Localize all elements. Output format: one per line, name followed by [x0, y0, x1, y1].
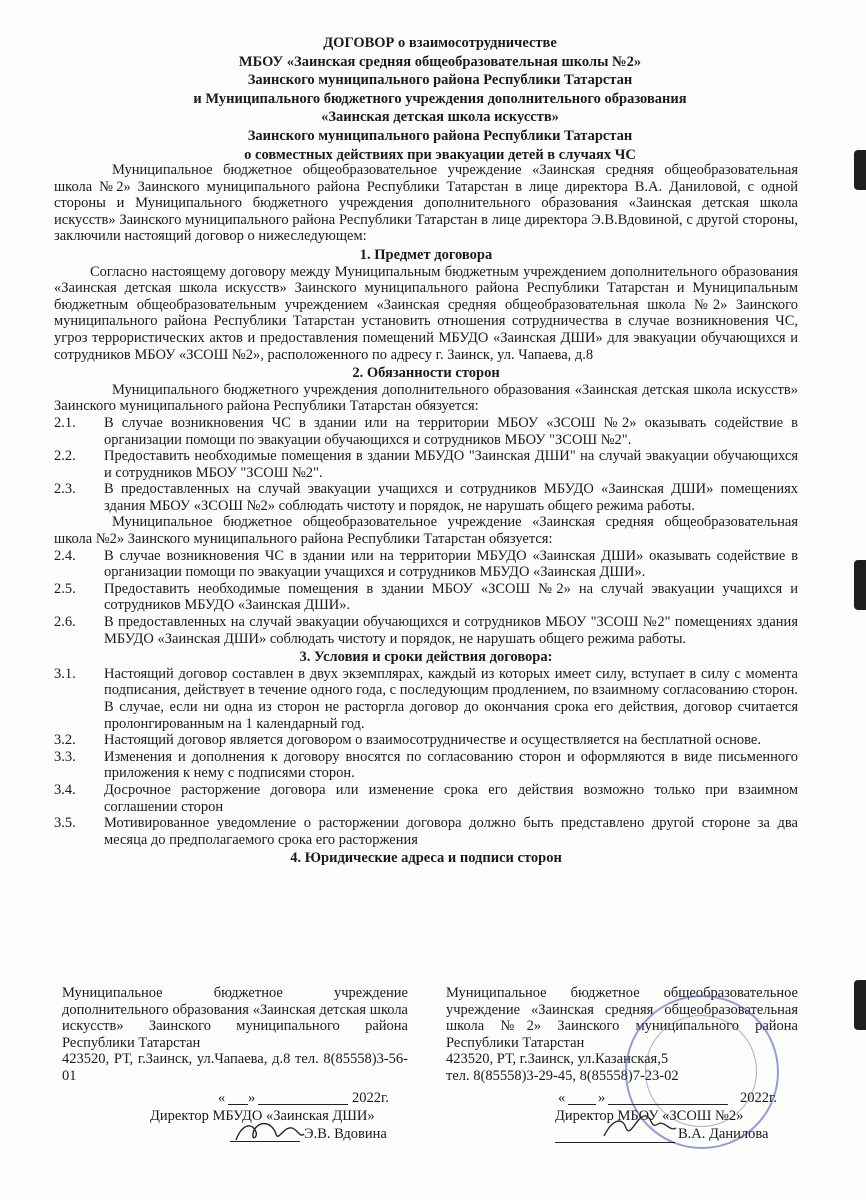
- document-body: [54, 162, 798, 867]
- right-date-open: «: [558, 1090, 566, 1106]
- clause-number: 3.2.: [54, 732, 76, 749]
- clause-text: Изменения и дополнения к договору вносятся по согласованию сторон и оформляются в виде письменного приложения к нему с подписями сторон.: [104, 748, 798, 782]
- party-right-org: Муниципальное бюджетное общеобразовательное учреждение «Заинская средняя общеобразовательная школа №2» Заинского муниципального района Республики Татарстан: [446, 985, 798, 1051]
- clause-number: 3.1.: [54, 665, 76, 682]
- right-handwritten-signature: [600, 1110, 680, 1144]
- clause-item: [54, 782, 798, 815]
- title-line: и Муниципального бюджетного учреждения дополнительного образования: [193, 90, 687, 107]
- party-left-org: Муниципальное бюджетное учреждение дополнительного образования «Заинская детская школа искусств» Заинского муниципального района Республики Татарстан: [62, 985, 408, 1051]
- clause-item: [54, 815, 798, 848]
- clause-item: [54, 548, 798, 581]
- clause-text: В предоставленных на случай эвакуации обучающихся и сотрудников МБОУ "ЗСОШ №2" помещениях здания МБУДО «Заинская ДШИ» соблюдать чистоту и порядок, не нарушать общего режима работы.: [104, 614, 798, 647]
- clause-text: Предоставить необходимые помещения в здании МБОУ «ЗСОШ №2» на случай эвакуации учащихся и сотрудников МБУДО «Заинская ДШИ».: [104, 580, 798, 614]
- section-1-text: Согласно настоящему договору между Муниципальным бюджетным учреждением дополнительного образования «Заинская детская школа искусств» Заинского муниципального района Республики Татарстан и Муниципальным бюджетным общеобразовательным учреждением «Заинская средняя общеобразовательная школа №2» Заинского муниципального района Республики Татарстан установить отношения сотрудничества в случае возникновения ЧС, угроз террористических актов и предоставления помещений МБУДО «Заинская ДШИ» для эвакуации обучающихся и сотрудников МБОУ «ЗСОШ №2», расположенного по адресу г. Заинск, ул. Чапаева, д.8: [54, 263, 798, 363]
- clause-text: В случае возникновения ЧС в здании или на территории МБОУ «ЗСОШ №2» оказывать содействие в организации помощи по эвакуации обучающихся и сотрудников МБОУ "ЗСОШ №2".: [104, 414, 798, 448]
- clause-number: 2.6.: [54, 614, 76, 631]
- section-3-heading: 3. Условия и сроки действия договора:: [299, 649, 553, 666]
- right-date-close: »: [598, 1090, 606, 1106]
- scan-edge-mark: [854, 560, 866, 610]
- title-line: МБОУ «Заинская средняя общеобразовательная школы №2»: [238, 53, 642, 70]
- clause-number: 3.4.: [54, 781, 76, 798]
- party-right-address: 423520, РТ, г.Заинск, ул.Казанская,5: [446, 1051, 669, 1068]
- document-title: [60, 34, 820, 164]
- clause-text: Настоящий договор составлен в двух экземплярах, каждый из которых имеет силу, вступает в силу с момента подписания, действует в течение одного года, с последующим продлением, по взаимному согласованию сторон. В случае, если ни одна из сторон не расторгла договор до окончания срока его действия, договор считается пролонгированным на 1 календарный год.: [104, 665, 798, 732]
- right-date-month-line: [608, 1104, 728, 1105]
- clause-item: [54, 581, 798, 614]
- clause-number: 2.4.: [54, 547, 76, 564]
- clause-item: [54, 415, 798, 448]
- title-line: ДОГОВОР о взаимосотрудничестве: [323, 35, 557, 51]
- section-2-heading: 2. Обязанности сторон: [352, 365, 500, 382]
- left-handwritten-signature: [232, 1118, 308, 1148]
- clause-number: 2.2.: [54, 448, 76, 465]
- clause-text: Предоставить необходимые помещения в здании МБУДО "Заинская ДШИ" на случай эвакуации обучающихся и сотрудников МБОУ "ЗСОШ №2".: [104, 448, 798, 481]
- section-2-intro-b: Муниципальное бюджетное общеобразовательное учреждение «Заинская средняя общеобразовательная школа №2» Заинского муниципального района Республики Татарстан обязуется:: [54, 514, 798, 548]
- party-left-address: 423520, РТ, г.Заинск, ул.Чапаева, д.8 тел. 8(85558)3-56-01: [62, 1051, 408, 1084]
- left-date-month-line: [258, 1104, 348, 1105]
- intro-paragraph: Муниципальное бюджетное общеобразовательное учреждение «Заинская средняя общеобразовательная школа №2» Заинского муниципального района Республики Татарстан в лице директора В.А. Даниловой, с одной стороны и Муниципального бюджетного учреждения дополнительного образования «Заинская детская школа искусств» Заинского муниципального района Республики Татарстан в лице директора Э.В.Вдовиной, с другой стороны, заключили настоящий договор о нижеследующем:: [54, 162, 798, 245]
- title-line: о совместных действиях при эвакуации детей в случаях ЧС: [244, 146, 636, 163]
- clause-item: [54, 732, 798, 749]
- left-date-year: 2022г.: [352, 1090, 389, 1106]
- clause-item: [54, 614, 798, 647]
- left-date-day-line: [228, 1104, 248, 1105]
- clause-number: 3.3.: [54, 748, 76, 765]
- scan-edge-mark: [854, 980, 866, 1030]
- section-1-heading: 1. Предмет договора: [359, 246, 493, 263]
- clause-text: В предоставленных на случай эвакуации учащихся и сотрудников МБУДО «Заинская ДШИ» помещениях здания МБОУ «ЗСОШ №2» соблюдать чистоту и порядок, не нарушать общего режима работы.: [104, 481, 798, 514]
- clause-number: 3.5.: [54, 815, 76, 832]
- section-4-heading: 4. Юридические адреса и подписи сторон: [290, 850, 562, 867]
- party-left: [62, 985, 408, 1085]
- scan-edge-mark: [854, 150, 866, 190]
- clause-item: [54, 666, 798, 732]
- clause-number: 2.3.: [54, 481, 76, 498]
- clause-number: 2.5.: [54, 580, 76, 597]
- section-2-intro-a: Муниципального бюджетного учреждения дополнительного образования «Заинская детская школа искусств» Заинского муниципального района Республики Татарстан обязуется:: [54, 381, 798, 415]
- clause-text: Досрочное расторжение договора или изменение срока его действия возможно только при взаимном соглашении сторон: [104, 781, 798, 815]
- title-line: Заинского муниципального района Республики Татарстан: [247, 72, 633, 89]
- left-signer-name: Э.В. Вдовина: [304, 1126, 387, 1142]
- clause-text: Настоящий договор является договором о взаимосотрудничестве и осуществляется на бесплатной основе.: [104, 732, 761, 749]
- title-line: «Заинская детская школа искусств»: [321, 109, 559, 126]
- clause-text: В случае возникновения ЧС в здании или на территории МБУДО «Заинская ДШИ» оказывать содействие в организации помощи по эвакуации учащихся и сотрудников МБУДО «Заинская ДШИ».: [104, 547, 798, 581]
- right-date-year: 2022г.: [740, 1090, 777, 1106]
- left-date-close: »: [248, 1090, 256, 1106]
- clause-text: Мотивированное уведомление о расторжении договора должно быть представлено другой стороне за два месяца до предполагаемого срока его расторжения: [104, 815, 798, 848]
- clause-number: 2.1.: [54, 414, 76, 431]
- left-position: Директор МБУДО «Заинская ДШИ»: [150, 1108, 375, 1124]
- right-signer-name: В.А. Данилова: [678, 1126, 769, 1142]
- clause-item: [54, 448, 798, 481]
- title-line: Заинского муниципального района Республики Татарстан: [247, 127, 633, 144]
- party-right-phone: тел. 8(85558)3-29-45, 8(85558)7-23-02: [446, 1067, 679, 1084]
- clause-item: [54, 481, 798, 514]
- clause-item: [54, 749, 798, 782]
- right-position: Директор МБОУ «ЗСОШ №2»: [555, 1108, 744, 1124]
- right-date-day-line: [568, 1104, 596, 1105]
- left-date-open: «: [218, 1090, 226, 1106]
